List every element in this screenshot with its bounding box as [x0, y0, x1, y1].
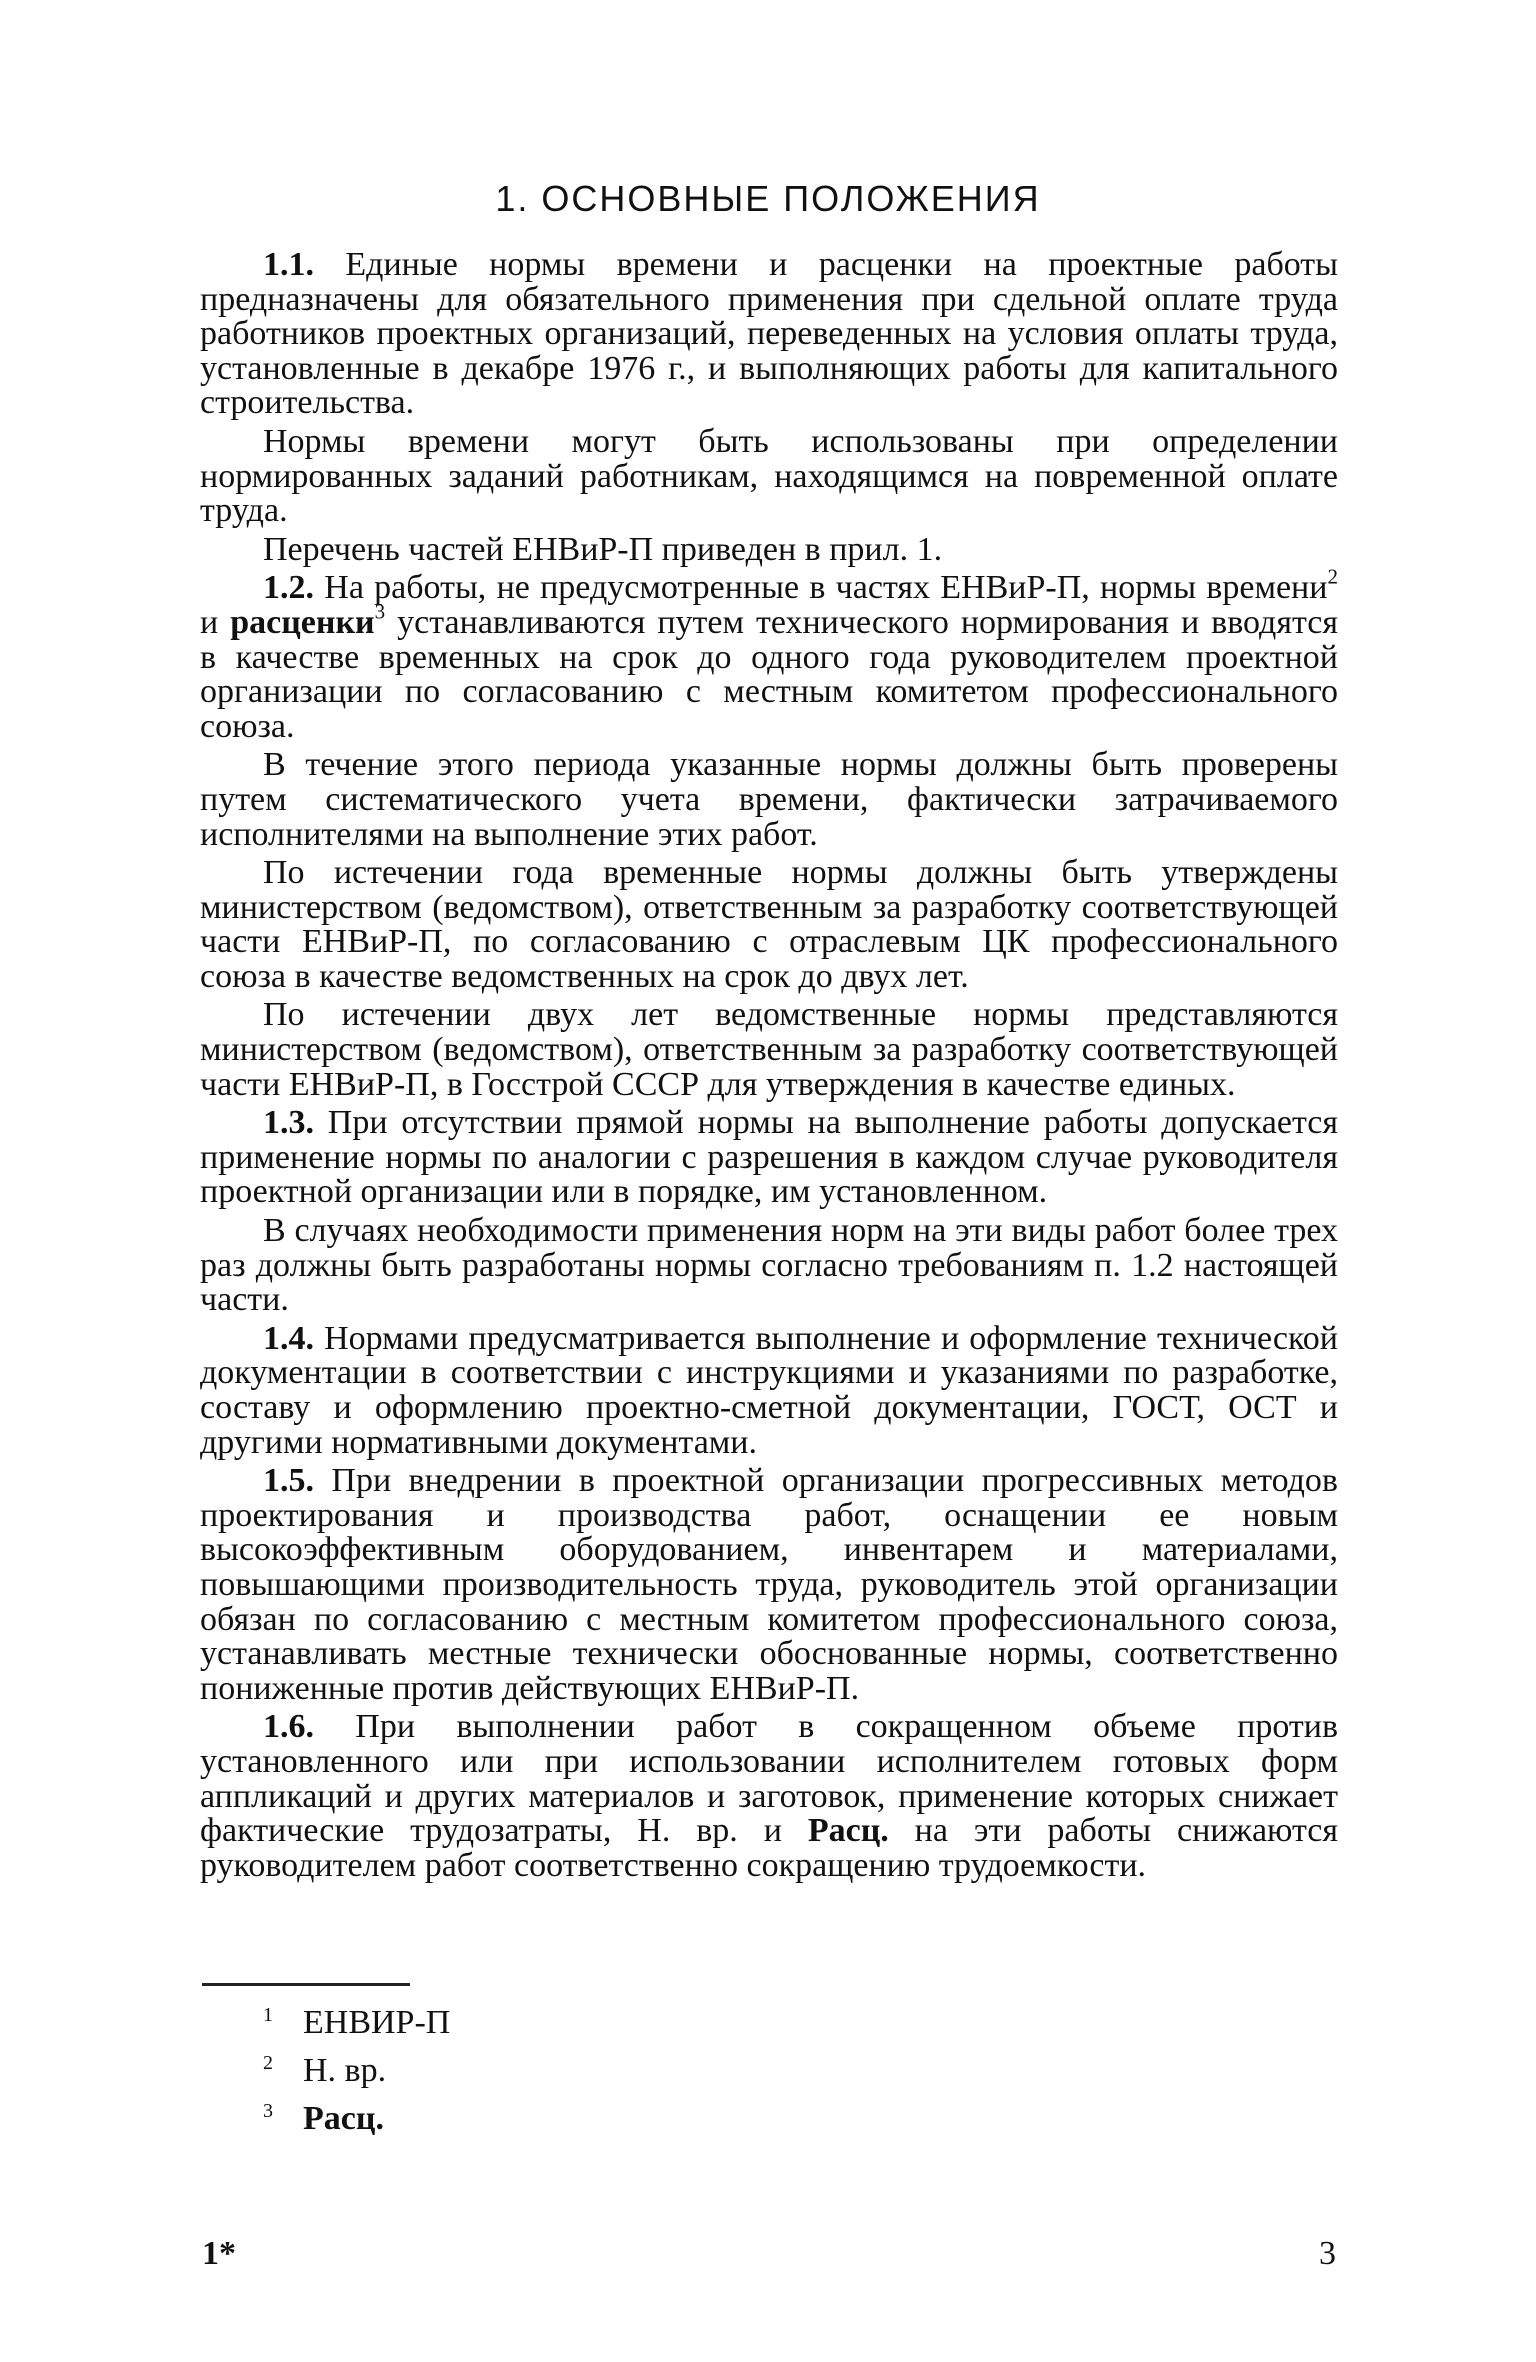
paragraph-1-5: 1.5. При внедрении в проектной организации прогрессивных методов проектирования и производства работ, оснащении ее новым высокоэффективным оборудованием, инвентарем и материалами, повышающими производительность труда, руководитель этой организации обязан по согласованию с местным комитетом профессионального союза, устанавливать местные технически обоснованные нормы, соответственно пониженные против действующих ЕНВиР-П. [200, 1462, 1338, 1707]
paragraph-1-1: 1.1. Единые нормы времени и расценки на проектные работы предназначены для обязательного применения при сдельной оплате труда работников проектных организаций, переведенных на условия оплаты труда, установленные в декабре 1976 г., и выполняющих работы для капитального строительства. [200, 246, 1338, 422]
paragraph: Нормы времени могут быть использованы при определении нормированных заданий работникам, находящимся на повременной оплате труда. [200, 422, 1338, 530]
clause-number: 1.6. [263, 1708, 314, 1746]
clause-number: 1.5. [263, 1462, 314, 1500]
footnote-item: 1 ЕНВИР-П [263, 2004, 451, 2041]
page-number: 3 [1319, 2235, 1336, 2272]
paragraph-1-3: 1.3. При отсутствии прямой нормы на выполнение работы допускается применение нормы по аналогии с разрешения в каждом случае руководителя проектной организации или в порядке, им установленном. [200, 1104, 1338, 1211]
footnote-item: 2 Н. вр. [263, 2052, 387, 2089]
paragraph-1-6: 1.6. При выполнении работ в сокращенном объеме против установленного или при использовании исполнителем готовых форм аппликаций и других материалов и заготовок, применение которых снижает фактические трудозатраты, Н. вр. и Расц. на эти работы снижаются руководителем работ соответственно сокращению трудоемкости. [200, 1708, 1338, 1884]
paragraph: В случаях необходимости применения норм на эти виды работ более трех раз должны быть разработаны нормы согласно требованиям п. 1.2 настоящей части. [200, 1212, 1338, 1319]
clause-number: 1.1. [263, 246, 314, 283]
paragraph-1-2: 1.2. На работы, не предусмотренные в частях ЕНВиР-П, нормы времени$^2$ и расценки$^3$ устанавливаются путем технического нормирования и вводятся в качестве временных на срок до одного года руководителем проектной организации по согласованию с местным комитетом профессионального союза. [200, 564, 1338, 745]
section-heading: 1. ОСНОВНЫЕ ПОЛОЖЕНИЯ [495, 178, 1041, 219]
paragraph: В течение этого периода указанные нормы должны быть проверены путем систематического учета времени, фактически затрачиваемого исполнителями на выполнение этих работ. [200, 746, 1338, 853]
clause-number: 1.3. [263, 1104, 314, 1142]
body-text [200, 248, 1338, 1887]
footnote-ref: 2 [1327, 564, 1338, 589]
paragraph: Перечень частей ЕНВиР-П приведен в прил. 1. [263, 530, 943, 568]
paragraph: По истечении года временные нормы должны быть утверждены министерством (ведомством), ответственным за разработку соответствующей части ЕНВиР-П, по согласованию с отраслевым ЦК профессионального союза в качестве ведомственных на срок до двух лет. [200, 854, 1338, 995]
signature-mark: 1* [202, 2235, 236, 2272]
footnotes [263, 1995, 450, 2139]
footnote-item: 3 Расц. [263, 2100, 384, 2137]
footnote-divider [202, 1983, 410, 1986]
paragraph: По истечении двух лет ведомственные нормы представляются министерством (ведомством), ответственным за разработку соответствующей части ЕНВиР-П, в Госстрой СССР для утверждения в качестве единых. [200, 996, 1338, 1103]
clause-number: 1.2. [263, 569, 314, 607]
paragraph-1-4: 1.4. Нормами предусматривается выполнение и оформление технической документации в соответствии с инструкциями и указаниями по разработке, составу и оформлению проектно-сметной документации, ГОСТ, ОСТ и другими нормативными документами. [200, 1319, 1338, 1461]
footnote-ref: 3 [374, 599, 386, 624]
clause-number: 1.4. [263, 1319, 314, 1357]
